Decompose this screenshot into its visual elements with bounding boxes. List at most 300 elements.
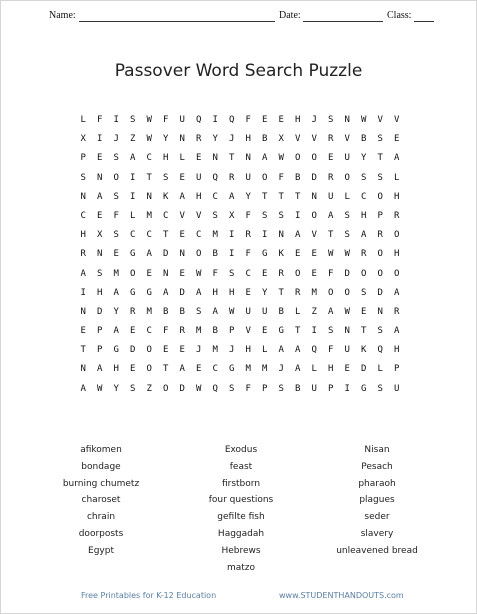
word-item: Pesach bbox=[361, 461, 393, 472]
grid-letter: A bbox=[179, 364, 185, 375]
grid-letter: A bbox=[97, 191, 103, 202]
grid-letter: N bbox=[80, 191, 86, 202]
grid-letter: A bbox=[80, 268, 86, 279]
grid-letter: O bbox=[344, 287, 350, 298]
grid-letter: E bbox=[179, 172, 185, 183]
grid-letter: S bbox=[377, 383, 383, 394]
grid-letter: V bbox=[196, 210, 202, 221]
grid-letter: H bbox=[97, 287, 103, 298]
grid-letter: A bbox=[394, 287, 400, 298]
grid-letter: N bbox=[245, 153, 251, 164]
grid-letter: C bbox=[146, 230, 152, 241]
date-blank-line bbox=[303, 21, 383, 22]
grid-letter: T bbox=[278, 191, 284, 202]
grid-letter: A bbox=[394, 153, 400, 164]
grid-letter: U bbox=[344, 345, 350, 356]
grid-letter: Q bbox=[212, 172, 218, 183]
word-column-2 bbox=[191, 442, 291, 576]
grid-letter: I bbox=[229, 230, 235, 241]
grid-letter: Q bbox=[311, 345, 317, 356]
grid-letter: I bbox=[130, 191, 136, 202]
name-label: Name: bbox=[49, 10, 76, 21]
grid-row bbox=[75, 380, 405, 399]
grid-letter: E bbox=[97, 153, 103, 164]
grid-letter: D bbox=[97, 306, 103, 317]
grid-letter: T bbox=[295, 191, 301, 202]
word-item: charoset bbox=[81, 495, 121, 506]
grid-letter: A bbox=[278, 345, 284, 356]
grid-letter: L bbox=[295, 306, 301, 317]
grid-row bbox=[75, 322, 405, 341]
grid-letter: E bbox=[80, 326, 86, 337]
grid-letter: U bbox=[344, 153, 350, 164]
grid-letter: L bbox=[179, 153, 185, 164]
grid-letter: G bbox=[113, 345, 119, 356]
grid-letter: Q bbox=[212, 383, 218, 394]
word-item: unleavened bread bbox=[336, 545, 418, 556]
grid-row bbox=[75, 284, 405, 303]
word-item: Egypt bbox=[88, 545, 114, 556]
grid-letter: B bbox=[179, 306, 185, 317]
grid-row bbox=[75, 111, 405, 130]
grid-letter: Y bbox=[113, 383, 119, 394]
grid-letter: R bbox=[196, 134, 202, 145]
grid-letter: F bbox=[278, 172, 284, 183]
grid-letter: O bbox=[377, 268, 383, 279]
grid-letter: S bbox=[361, 172, 367, 183]
grid-letter: E bbox=[328, 153, 334, 164]
grid-letter: Q bbox=[196, 115, 202, 125]
grid-letter: U bbox=[311, 383, 317, 394]
grid-letter: W bbox=[344, 249, 350, 260]
grid-letter: D bbox=[361, 364, 367, 375]
grid-letter: E bbox=[113, 249, 119, 260]
grid-letter: W bbox=[328, 249, 334, 260]
grid-letter: A bbox=[146, 249, 152, 260]
grid-letter: B bbox=[295, 383, 301, 394]
grid-letter: W bbox=[278, 153, 284, 164]
grid-letter: X bbox=[80, 134, 86, 145]
grid-letter: W bbox=[196, 268, 202, 279]
grid-letter: A bbox=[295, 345, 301, 356]
grid-letter: C bbox=[245, 268, 251, 279]
grid-letter: N bbox=[311, 191, 317, 202]
grid-letter: L bbox=[80, 115, 86, 125]
grid-letter: N bbox=[80, 364, 86, 375]
grid-letter: V bbox=[179, 210, 185, 221]
grid-letter: L bbox=[130, 210, 136, 221]
grid-letter: C bbox=[196, 230, 202, 241]
grid-letter: G bbox=[146, 287, 152, 298]
grid-letter: L bbox=[262, 345, 268, 356]
grid-letter: G bbox=[130, 287, 136, 298]
grid-letter: D bbox=[179, 287, 185, 298]
grid-letter: F bbox=[245, 115, 251, 125]
grid-letter: V bbox=[245, 326, 251, 337]
grid-letter: N bbox=[163, 268, 169, 279]
footer-website: www.STUDENTHANDOUTS.com bbox=[279, 591, 404, 600]
grid-letter: A bbox=[295, 364, 301, 375]
class-label: Class: bbox=[387, 10, 412, 21]
grid-letter: S bbox=[377, 134, 383, 145]
grid-letter: X bbox=[97, 230, 103, 241]
grid-letter: S bbox=[113, 153, 119, 164]
grid-letter: J bbox=[278, 364, 284, 375]
grid-letter: D bbox=[344, 268, 350, 279]
grid-letter: O bbox=[113, 172, 119, 183]
grid-letter: S bbox=[163, 172, 169, 183]
grid-row bbox=[75, 360, 405, 379]
grid-letter: Y bbox=[113, 306, 119, 317]
grid-letter: J bbox=[311, 115, 317, 125]
grid-letter: A bbox=[328, 210, 334, 221]
word-item: pharaoh bbox=[358, 478, 396, 489]
grid-letter: T bbox=[146, 172, 152, 183]
grid-letter: S bbox=[377, 172, 383, 183]
grid-letter: N bbox=[80, 306, 86, 317]
grid-letter: A bbox=[163, 287, 169, 298]
grid-letter: M bbox=[212, 230, 218, 241]
grid-letter: Y bbox=[262, 287, 268, 298]
grid-letter: F bbox=[245, 383, 251, 394]
grid-letter: S bbox=[278, 210, 284, 221]
grid-letter: T bbox=[163, 230, 169, 241]
grid-letter: P bbox=[229, 326, 235, 337]
grid-letter: D bbox=[130, 345, 136, 356]
grid-letter: V bbox=[311, 230, 317, 241]
grid-letter: N bbox=[344, 115, 350, 125]
grid-letter: T bbox=[80, 345, 86, 356]
grid-letter: S bbox=[328, 326, 334, 337]
grid-letter: L bbox=[344, 191, 350, 202]
grid-letter: C bbox=[130, 230, 136, 241]
grid-letter: L bbox=[377, 364, 383, 375]
grid-letter: O bbox=[394, 268, 400, 279]
grid-row bbox=[75, 169, 405, 188]
grid-letter: O bbox=[377, 249, 383, 260]
word-item: bondage bbox=[81, 461, 121, 472]
grid-letter: O bbox=[146, 364, 152, 375]
word-item: plagues bbox=[359, 495, 395, 506]
grid-row bbox=[75, 207, 405, 226]
grid-letter: A bbox=[80, 383, 86, 394]
grid-letter: G bbox=[278, 326, 284, 337]
grid-letter: U bbox=[179, 115, 185, 125]
grid-letter: M bbox=[212, 345, 218, 356]
grid-letter: S bbox=[262, 210, 268, 221]
grid-letter: Y bbox=[163, 134, 169, 145]
grid-letter: S bbox=[97, 268, 103, 279]
grid-letter: D bbox=[163, 249, 169, 260]
grid-letter: T bbox=[328, 230, 334, 241]
grid-letter: E bbox=[163, 345, 169, 356]
grid-row bbox=[75, 188, 405, 207]
grid-letter: Q bbox=[229, 115, 235, 125]
letter-grid bbox=[75, 111, 405, 399]
grid-letter: G bbox=[130, 249, 136, 260]
grid-letter: U bbox=[394, 383, 400, 394]
grid-letter: J bbox=[113, 134, 119, 145]
grid-letter: C bbox=[163, 210, 169, 221]
footer-tagline: Free Printables for K-12 Education bbox=[81, 591, 217, 600]
grid-letter: E bbox=[179, 268, 185, 279]
grid-letter: J bbox=[229, 134, 235, 145]
grid-letter: D bbox=[311, 172, 317, 183]
grid-letter: N bbox=[97, 249, 103, 260]
grid-letter: D bbox=[179, 383, 185, 394]
grid-letter: W bbox=[97, 383, 103, 394]
word-item: chrain bbox=[86, 512, 116, 523]
grid-letter: B bbox=[361, 134, 367, 145]
grid-letter: P bbox=[262, 383, 268, 394]
grid-letter: R bbox=[394, 306, 400, 317]
word-item: slavery bbox=[360, 528, 394, 539]
grid-letter: E bbox=[97, 210, 103, 221]
grid-letter: A bbox=[113, 287, 119, 298]
grid-letter: P bbox=[394, 364, 400, 375]
grid-letter: H bbox=[229, 287, 235, 298]
grid-letter: R bbox=[328, 134, 334, 145]
grid-letter: H bbox=[295, 115, 301, 125]
grid-letter: S bbox=[328, 115, 334, 125]
grid-letter: E bbox=[179, 230, 185, 241]
grid-letter: F bbox=[245, 249, 251, 260]
grid-letter: F bbox=[328, 345, 334, 356]
grid-letter: F bbox=[113, 210, 119, 221]
grid-letter: G bbox=[229, 364, 235, 375]
grid-letter: A bbox=[229, 191, 235, 202]
grid-letter: X bbox=[278, 134, 284, 145]
grid-letter: R bbox=[229, 172, 235, 183]
grid-letter: I bbox=[311, 326, 317, 337]
grid-letter: O bbox=[295, 153, 301, 164]
word-item: four questions bbox=[208, 495, 274, 506]
grid-letter: N bbox=[97, 172, 103, 183]
grid-letter: I bbox=[130, 172, 136, 183]
grid-letter: H bbox=[113, 364, 119, 375]
grid-letter: D bbox=[377, 287, 383, 298]
grid-letter: P bbox=[97, 345, 103, 356]
grid-letter: E bbox=[262, 326, 268, 337]
grid-letter: I bbox=[344, 383, 350, 394]
grid-letter: A bbox=[130, 153, 136, 164]
grid-letter: T bbox=[229, 153, 235, 164]
grid-letter: O bbox=[262, 172, 268, 183]
grid-letter: Q bbox=[377, 345, 383, 356]
word-item: Exodus bbox=[224, 445, 258, 455]
grid-letter: M bbox=[245, 364, 251, 375]
grid-letter: E bbox=[311, 268, 317, 279]
grid-letter: A bbox=[113, 326, 119, 337]
grid-letter: S bbox=[212, 210, 218, 221]
grid-letter: U bbox=[328, 191, 334, 202]
grid-letter: P bbox=[377, 210, 383, 221]
grid-letter: A bbox=[262, 153, 268, 164]
word-item: seder bbox=[364, 512, 390, 523]
grid-letter: H bbox=[394, 249, 400, 260]
grid-letter: L bbox=[394, 172, 400, 183]
grid-letter: E bbox=[361, 306, 367, 317]
grid-letter: W bbox=[229, 306, 235, 317]
grid-letter: I bbox=[262, 230, 268, 241]
grid-letter: O bbox=[130, 268, 136, 279]
grid-letter: E bbox=[344, 364, 350, 375]
grid-letter: E bbox=[196, 153, 202, 164]
grid-letter: R bbox=[295, 287, 301, 298]
grid-letter: E bbox=[130, 326, 136, 337]
grid-letter: U bbox=[262, 306, 268, 317]
grid-letter: F bbox=[328, 268, 334, 279]
grid-letter: E bbox=[262, 115, 268, 125]
grid-letter: V bbox=[377, 115, 383, 125]
grid-letter: N bbox=[146, 191, 152, 202]
grid-letter: F bbox=[163, 326, 169, 337]
grid-letter: R bbox=[179, 326, 185, 337]
grid-letter: R bbox=[80, 249, 86, 260]
grid-letter: E bbox=[394, 134, 400, 145]
date-label: Date: bbox=[279, 10, 301, 21]
grid-letter: J bbox=[229, 345, 235, 356]
grid-letter: O bbox=[196, 249, 202, 260]
grid-letter: C bbox=[80, 210, 86, 221]
grid-letter: Y bbox=[361, 153, 367, 164]
grid-letter: F bbox=[97, 115, 103, 125]
grid-letter: H bbox=[80, 230, 86, 241]
grid-letter: H bbox=[328, 364, 334, 375]
grid-letter: O bbox=[146, 345, 152, 356]
grid-letter: I bbox=[97, 134, 103, 145]
grid-letter: A bbox=[361, 230, 367, 241]
grid-letter: N bbox=[179, 134, 185, 145]
grid-letter: N bbox=[212, 153, 218, 164]
grid-letter: Z bbox=[311, 306, 317, 317]
grid-letter: M bbox=[113, 268, 119, 279]
grid-letter: A bbox=[97, 364, 103, 375]
grid-letter: I bbox=[80, 287, 86, 298]
grid-letter: X bbox=[229, 210, 235, 221]
grid-letter: T bbox=[262, 191, 268, 202]
grid-letter: V bbox=[394, 115, 400, 125]
grid-letter: O bbox=[344, 172, 350, 183]
grid-letter: W bbox=[146, 134, 152, 145]
grid-letter: H bbox=[245, 134, 251, 145]
grid-letter: E bbox=[146, 268, 152, 279]
grid-letter: H bbox=[361, 210, 367, 221]
grid-letter: G bbox=[361, 383, 367, 394]
word-item: Hebrews bbox=[221, 545, 261, 556]
grid-letter: R bbox=[278, 268, 284, 279]
grid-letter: O bbox=[328, 287, 334, 298]
word-item: Haggadah bbox=[217, 528, 265, 539]
grid-letter: H bbox=[245, 345, 251, 356]
word-column-1 bbox=[51, 442, 151, 560]
grid-letter: A bbox=[328, 306, 334, 317]
grid-letter: T bbox=[377, 153, 383, 164]
grid-letter: O bbox=[394, 230, 400, 241]
grid-letter: F bbox=[245, 210, 251, 221]
grid-letter: T bbox=[295, 326, 301, 337]
grid-letter: O bbox=[361, 268, 367, 279]
grid-letter: E bbox=[179, 345, 185, 356]
grid-letter: S bbox=[113, 191, 119, 202]
grid-letter: C bbox=[146, 326, 152, 337]
word-item: firstborn bbox=[221, 478, 261, 489]
grid-letter: W bbox=[146, 115, 152, 125]
grid-letter: H bbox=[394, 191, 400, 202]
grid-letter: I bbox=[295, 210, 301, 221]
grid-letter: Y bbox=[245, 191, 251, 202]
grid-letter: S bbox=[278, 383, 284, 394]
grid-letter: N bbox=[179, 249, 185, 260]
grid-letter: A bbox=[295, 230, 301, 241]
grid-letter: E bbox=[130, 364, 136, 375]
word-item: matzo bbox=[226, 562, 256, 573]
grid-letter: R bbox=[394, 210, 400, 221]
word-item: Nisan bbox=[364, 445, 390, 455]
grid-letter: M bbox=[262, 364, 268, 375]
grid-letter: S bbox=[80, 172, 86, 183]
grid-letter: R bbox=[377, 230, 383, 241]
grid-row bbox=[75, 303, 405, 322]
grid-letter: M bbox=[311, 287, 317, 298]
grid-letter: K bbox=[361, 345, 367, 356]
grid-letter: W bbox=[361, 115, 367, 125]
grid-letter: M bbox=[146, 306, 152, 317]
grid-letter: V bbox=[295, 134, 301, 145]
grid-letter: T bbox=[361, 326, 367, 337]
grid-letter: O bbox=[295, 268, 301, 279]
grid-letter: F bbox=[212, 268, 218, 279]
grid-letter: C bbox=[146, 153, 152, 164]
grid-letter: S bbox=[361, 287, 367, 298]
grid-row bbox=[75, 130, 405, 149]
grid-letter: F bbox=[163, 115, 169, 125]
grid-letter: V bbox=[344, 134, 350, 145]
grid-letter: N bbox=[377, 306, 383, 317]
grid-letter: A bbox=[394, 326, 400, 337]
grid-letter: O bbox=[163, 383, 169, 394]
grid-letter: M bbox=[196, 326, 202, 337]
grid-letter: T bbox=[163, 364, 169, 375]
grid-letter: H bbox=[212, 287, 218, 298]
grid-letter: O bbox=[311, 153, 317, 164]
grid-letter: S bbox=[229, 383, 235, 394]
grid-letter: S bbox=[344, 230, 350, 241]
grid-letter: A bbox=[212, 306, 218, 317]
grid-row bbox=[75, 226, 405, 245]
grid-letter: O bbox=[311, 210, 317, 221]
grid-letter: S bbox=[344, 210, 350, 221]
grid-letter: J bbox=[196, 345, 202, 356]
grid-letter: A bbox=[179, 191, 185, 202]
grid-letter: I bbox=[229, 249, 235, 260]
grid-letter: M bbox=[146, 210, 152, 221]
grid-letter: W bbox=[344, 306, 350, 317]
grid-letter: V bbox=[311, 134, 317, 145]
grid-letter: B bbox=[212, 249, 218, 260]
grid-letter: S bbox=[377, 326, 383, 337]
grid-letter: R bbox=[361, 249, 367, 260]
grid-letter: H bbox=[394, 345, 400, 356]
word-item: burning chumetz bbox=[62, 478, 140, 489]
grid-letter: S bbox=[130, 115, 136, 125]
grid-letter: N bbox=[278, 230, 284, 241]
grid-letter: E bbox=[262, 268, 268, 279]
grid-letter: I bbox=[212, 115, 218, 125]
grid-letter: K bbox=[163, 191, 169, 202]
grid-letter: R bbox=[245, 230, 251, 241]
grid-letter: S bbox=[196, 306, 202, 317]
